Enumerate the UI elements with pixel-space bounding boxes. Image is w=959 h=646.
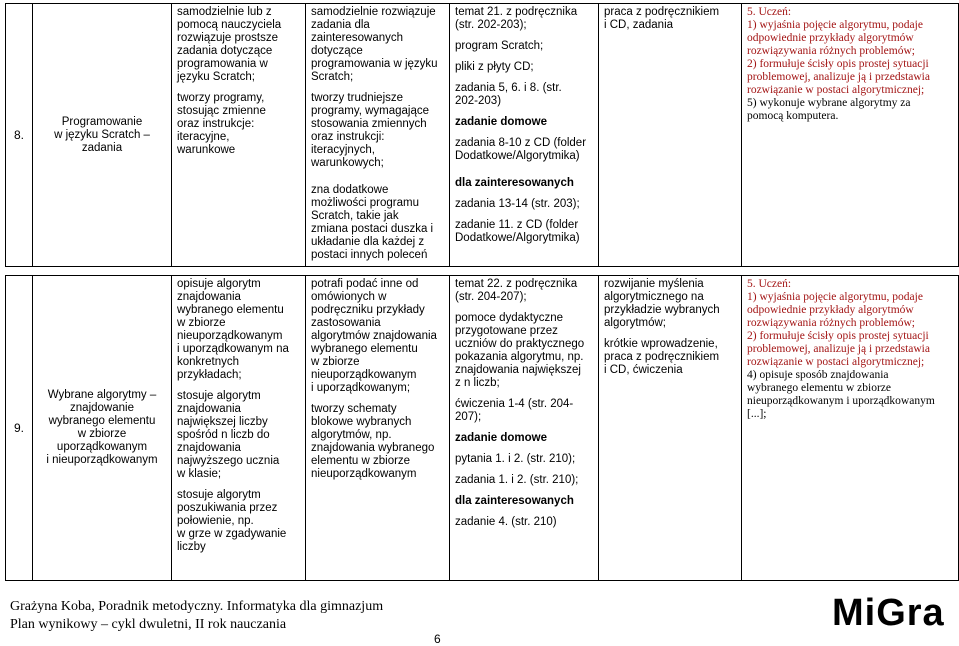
material-text: zadania 1. i 2. (str. 210); [455, 474, 579, 486]
materials-cell [450, 276, 599, 581]
requirement-text: stosuje algorytm poszukiwania przez połowienie, np. w grze w zgadywanie liczby [177, 489, 287, 553]
material-text: zadania 13-14 (str. 203); [455, 198, 580, 210]
curriculum-cell [742, 276, 959, 581]
row-separator [6, 267, 959, 276]
requirement-text: tworzy programy, stosując zmienne oraz instrukcje: iteracyjne, warunkowe [177, 92, 266, 156]
material-text: program Scratch; [455, 40, 544, 52]
extended-requirements-cell [306, 4, 450, 267]
requirement-text: tworzy schematy blokowe wybranych algorytmów, np. znajdowania wybranego elementu w zbiorze nieuporządkowanym [311, 403, 435, 480]
material-text: zadania 8-10 z CD (folder Dodatkowe/Algorytmika) [455, 137, 587, 162]
requirement-text: stosuje algorytm znajdowania największej liczby spośród n liczb do znajdowania najwyższego ucznia w klasie; [177, 390, 280, 480]
row-number: 8. [6, 4, 33, 267]
material-text: ćwiczenia 1-4 (str. 204- 207); [455, 398, 574, 423]
lesson-plan-table [5, 3, 959, 581]
curriculum-item: 1) wyjaśnia pojęcie algorytmu, podaje odpowiednie przykłady algorytmów rozwiązywania różnych problemów; [747, 291, 923, 329]
topic-cell [33, 4, 172, 267]
method-text: praca z podręcznikiem i CD, zadania [604, 6, 720, 31]
materials-cell [450, 4, 599, 267]
curriculum-item: 5) wykonuje wybrane algorytmy za pomocą komputera. [747, 97, 911, 122]
curriculum-heading: 5. Uczeń: [747, 278, 792, 290]
footer-author-line: Grażyna Koba, Poradnik metodyczny. Informatyka dla gimnazjum [10, 599, 384, 614]
extended-requirements-cell [306, 276, 450, 581]
topic-cell [33, 276, 172, 581]
curriculum-item: 1) wyjaśnia pojęcie algorytmu, podaje odpowiednie przykłady algorytmów rozwiązywania różnych problemów; [747, 19, 923, 57]
table-row-9 [6, 276, 959, 581]
material-text: temat 21. z podręcznika (str. 202-203); [455, 6, 578, 31]
topic-text: Programowanie w języku Scratch – zadania [54, 115, 150, 154]
topic-text: Wybrane algorytmy – znajdowanie wybranego elementu w zbiorze uporządkowanym i nieuporządkowanym [46, 389, 158, 466]
curriculum-item: 2) formułuje ścisły opis prostej sytuacji problemowej, analizuje ją i przedstawia rozwiązanie w postaci algorytmicznej; [747, 58, 930, 96]
material-text: zadanie 4. (str. 210) [455, 516, 557, 528]
method-text: rozwijanie myślenia algorytmicznego na przykładzie wybranych algorytmów; [604, 278, 720, 329]
methods-cell [599, 276, 742, 581]
material-text: zadanie 11. z CD (folder Dodatkowe/Algorytmika) [455, 219, 580, 244]
extras-heading: dla zainteresowanych [455, 495, 574, 507]
homework-heading: zadanie domowe [455, 116, 548, 128]
extras-heading: dla zainteresowanych [455, 177, 574, 189]
material-text: pytania 1. i 2. (str. 210); [455, 453, 576, 465]
material-text: pliki z płyty CD; [455, 61, 534, 73]
curriculum-item: 2) formułuje ścisły opis prostej sytuacji problemowej, analizuje ją i przedstawia rozwiązanie w postaci algorytmicznej; [747, 330, 930, 368]
table-row-8 [6, 4, 959, 267]
requirement-text: tworzy trudniejsze programy, wymagające stosowania zmiennych oraz instrukcji: iteracyjnych, warunkowych; [311, 92, 430, 169]
page-footer [10, 598, 383, 634]
material-text: pomoce dydaktyczne przygotowane przez uczniów do praktycznego pokazania algorytmu, np. znajdowania największej z n liczb; [455, 312, 585, 389]
requirement-text: opisuje algorytm znajdowania wybranego elementu w zbiorze nieuporządkowanym i uporządkowanym na konkretnych przykładach; [177, 278, 289, 381]
material-text: zadania 5, 6. i 8. (str. 202-203) [455, 82, 562, 107]
requirement-text: samodzielnie lub z pomocą nauczyciela rozwiązuje prostsze zadania dotyczące programowania w języku Scratch; [177, 6, 282, 83]
method-text: krótkie wprowadzenie, praca z podręcznikiem i CD, ćwiczenia [604, 338, 720, 376]
curriculum-item: 4) opisuje sposób znajdowania wybranego elementu w zbiorze nieuporządkowanym i uporządkowanym [...]; [747, 369, 935, 420]
basic-requirements-cell [172, 276, 306, 581]
row-number: 9. [6, 276, 33, 581]
requirement-text: samodzielnie rozwiązuje zadania dla zainteresowanych dotyczące programowania w języku Scratch; [311, 6, 438, 83]
page-number: 6 [434, 632, 441, 646]
requirement-text: potrafi podać inne od omówionych w podręczniku przykłady zastosowania algorytmów znajdowania wybranego elementu w zbiorze nieuporządkowanym i uporządkowanym; [311, 278, 437, 394]
homework-heading: zadanie domowe [455, 432, 548, 444]
methods-cell [599, 4, 742, 267]
migra-logo: MiGra [832, 592, 945, 634]
footer-plan-line: Plan wynikowy – cykl dwuletni, II rok nauczania [10, 617, 287, 632]
material-text: temat 22. z podręcznika (str. 204-207); [455, 278, 578, 303]
curriculum-heading: 5. Uczeń: [747, 6, 792, 18]
basic-requirements-cell [172, 4, 306, 267]
curriculum-cell [742, 4, 959, 267]
requirement-text: zna dodatkowe możliwości programu Scratch, takie jak zmiana postaci duszka i układanie dla każdej z postaci innych poleceń [311, 184, 434, 261]
